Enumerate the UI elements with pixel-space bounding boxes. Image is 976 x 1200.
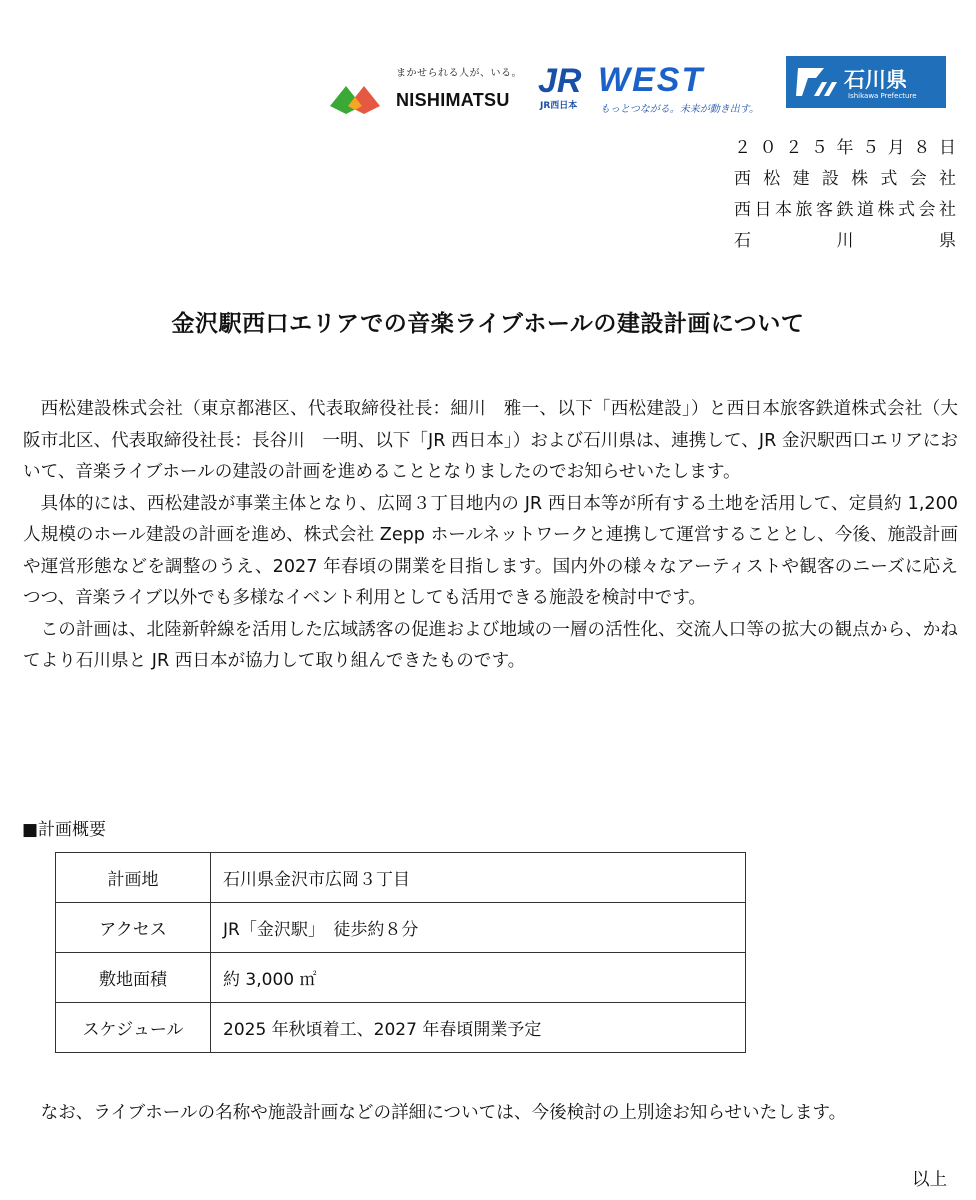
row-value: JR「金沢駅」 徒歩約８分 <box>211 903 746 953</box>
paragraph-2: 具体的には、西松建設が事業主体となり、広岡３丁目地内の JR 西日本等が所有する土地を活用して、定員約 1,200 人規模のホール建設の計画を進め、株式会社 Zepp ホールネットワークと連携して運営することとし、今後、施設計画や運営形態などを調整のうえ、2027 年春頃の開業を目指します。国内外の様々なアーティストや観客のニーズに応えつつ、音楽ライブ以外でも多様なイベント利用としても活用できる施設を検討中です。 <box>23 493 958 608</box>
west-wordmark: WEST <box>598 61 705 99</box>
nishimatsu-tagline: まかせられる人が、いる。 <box>396 68 522 79</box>
jr-west-slogan: もっとつながる。未来が動き出す。 <box>600 104 759 115</box>
paragraph-3: この計画は、北陸新幹線を活用した広域誘客の促進および地域の一層の活性化、交流人口等の拡大の観点から、かねてより石川県と JR 西日本が協力して取り組んできたものです。 <box>23 619 958 671</box>
ishikawa-english: Ishikawa Prefecture <box>848 92 917 100</box>
table-row <box>56 1003 746 1053</box>
release-date: ２ ０ ２ ５ 年 ５ 月 ８ 日 <box>734 138 956 158</box>
jr-subtitle: JR西日本 <box>540 101 578 111</box>
document-body <box>23 394 958 678</box>
overview-table <box>55 852 746 1053</box>
issuer-nishimatsu: 西 松 建 設 株 式 会 社 <box>734 169 956 189</box>
row-value: 2025 年秋頃着工、2027 年春頃開業予定 <box>211 1003 746 1053</box>
nishimatsu-mark-icon <box>328 78 388 118</box>
logo-bar <box>310 52 950 120</box>
ishikawa-name: 石川県 <box>844 68 907 92</box>
row-value: 石川県金沢市広岡３丁目 <box>211 853 746 903</box>
row-label: 敷地面積 <box>56 953 211 1003</box>
table-row <box>56 953 746 1003</box>
closing-paragraph: なお、ライブホールの名称や施設計画などの詳細については、今後検討の上別途お知らせいたします。 <box>40 1103 847 1123</box>
nishimatsu-logo <box>328 60 533 116</box>
row-value: 約 3,000 ㎡ <box>211 953 746 1003</box>
jr-west-logo <box>538 61 763 120</box>
document-title: 金沢駅西口エリアでの音楽ライブホールの建設計画について <box>171 311 805 337</box>
row-label: アクセス <box>56 903 211 953</box>
ishikawa-logo <box>786 56 946 108</box>
table-row <box>56 853 746 903</box>
end-mark: 以上 <box>912 1170 948 1190</box>
row-label: 計画地 <box>56 853 211 903</box>
ishikawa-mark-icon <box>794 64 838 100</box>
issuer-block <box>734 133 956 257</box>
issuer-jr-west: 西 日 本 旅 客 鉄 道 株 式 会 社 <box>734 200 956 220</box>
closing-note <box>23 1096 958 1131</box>
overview-heading: ■計画概要 <box>22 820 107 840</box>
table-row <box>56 903 746 953</box>
paragraph-1: 西松建設株式会社（東京都港区、代表取締役社長：細川 雅一、以下「西松建設」）と西日本旅客鉄道株式会社（大阪市北区、代表取締役社長：長谷川 一明、以下「JR 西日本」）および石川県は、連携して、JR 金沢駅西口エリアにおいて、音楽ライブホールの建設の計画を進めることとなりましたのでお知らせいたします。 <box>23 399 958 482</box>
nishimatsu-name: NISHIMATSU <box>396 90 510 110</box>
jr-mark: JR <box>538 62 582 100</box>
issuer-ishikawa: 石 川 県 <box>734 231 956 251</box>
row-label: スケジュール <box>56 1003 211 1053</box>
